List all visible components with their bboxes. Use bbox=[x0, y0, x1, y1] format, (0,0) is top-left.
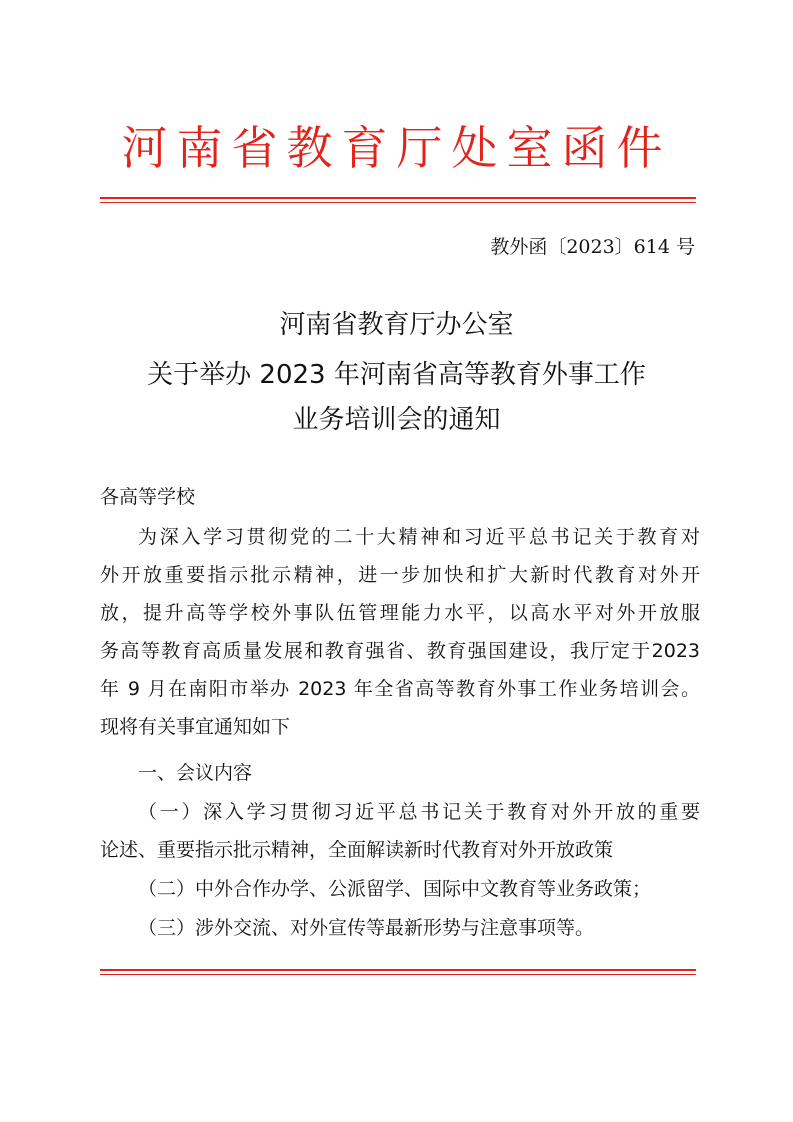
paragraph-line: 外开放重要指示批示精神，进一步加快和扩大新时代教育对外开 bbox=[100, 564, 700, 586]
paragraph-line: 年 9 月在南阳市举办 2023 年全省高等教育外事工作业务培训会。 bbox=[100, 678, 700, 700]
list-item-line: 论述、重要指示批示精神，全面解读新时代教育对外开放政策 bbox=[100, 839, 614, 861]
footer-rule bbox=[100, 969, 696, 971]
letterhead-rule-thin bbox=[100, 202, 696, 203]
paragraph-line: 务高等教育高质量发展和教育强省、教育强国建设，我厅定于2023 bbox=[100, 640, 700, 662]
list-item-line: （二）中外合作办学、公派留学、国际中文教育等业务政策； bbox=[138, 878, 652, 900]
document-number: 教外函〔2023〕614 号 bbox=[490, 236, 695, 258]
document-title-line-2: 关于举办 2023 年河南省高等教育外事工作 bbox=[147, 360, 646, 390]
footer-rule-thin bbox=[100, 974, 696, 975]
letterhead-rule bbox=[100, 197, 696, 199]
salutation: 各高等学校 bbox=[100, 486, 196, 508]
list-item-line: （三）涉外交流、对外宣传等最新形势与注意事项等。 bbox=[138, 917, 595, 939]
paragraph-line: 为深入学习贯彻党的二十大精神和习近平总书记关于教育对 bbox=[138, 526, 700, 548]
letterhead-title: 河南省教育厅处室函件 bbox=[121, 121, 672, 175]
document-title-line-1: 河南省教育厅办公室 bbox=[279, 310, 514, 340]
document-title-line-3: 业务培训会的通知 bbox=[292, 405, 501, 435]
list-item-line: （一）深入学习贯彻习近平总书记关于教育对外开放的重要 bbox=[138, 801, 700, 823]
section-heading: 一、会议内容 bbox=[138, 762, 253, 784]
paragraph-line: 现将有关事宜通知如下 bbox=[100, 716, 291, 738]
paragraph-line: 放，提升高等学校外事队伍管理能力水平，以高水平对外开放服 bbox=[100, 602, 700, 624]
